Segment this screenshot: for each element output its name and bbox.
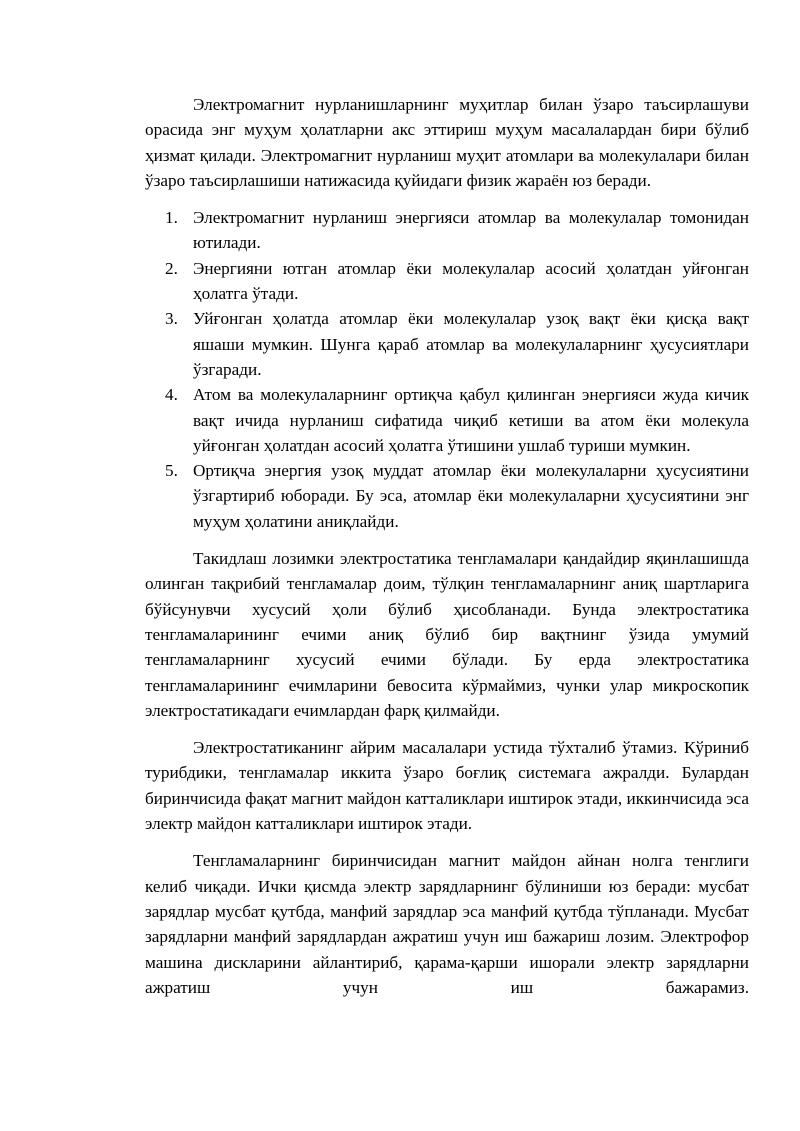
list-item-number: 2. (165, 258, 178, 278)
paragraph-magnetic-field: Тенгламаларнинг биринчисидан магнит майдон айнан нолга тенглиги келиб чиқади. Ички қисмда электр зарядларнинг бўлиниши юз беради: мусбат зарядлар мусбат қутбда, манфий зарядлар эса манфий қутбда тўпланади. Мусбат зарядларни манфий зарядлардан ажратиш учун иш бажариш лозим. Электрофор машина дискларини айлантириб, қарама-қарши ишорали электр зарядларни ажратиш учун иш бажарамиз. (145, 851, 749, 997)
list-item (145, 382, 749, 458)
list-item (145, 458, 749, 534)
list-item (145, 256, 749, 307)
list-item-text: Электромагнит нурланиш энергияси атомлар ва молекулалар томонидан ютилади. (193, 208, 749, 253)
list-item-number: 3. (165, 309, 178, 329)
list-item-text: Энергияни ютган атомлар ёки молекулалар асосий ҳолатдан уйғонган ҳолатга ўтади. (193, 258, 749, 304)
paragraph-electrostatics-problems: Электростатиканинг айрим масалалари устида тўхталиб ўтамиз. Кўриниб турибдики, тенгламалар иккита ўзаро боғлиқ системага ажралди. Булардан биринчисида фақат магнит майдон катталиклари иштирок этади, иккинчисида эса электр майдон катталиклари иштирок этади. (145, 738, 749, 834)
list-item (145, 205, 749, 256)
list-item-number: 4. (165, 385, 178, 405)
paragraph-electrostatics-equations: Такидлаш лозимки электростатика тенгламалари қандайдир яқинлашишда олинган тақрибий тенгламалар доим, тўлқин тенгламаларнинг аниқ шартларига бўйсунувчи хусусий ҳоли бўлиб ҳисобланади. Бунда электростатика тенгламаларининг ечими аниқ бўлиб бир вақтнинг ўзида умумий тенгламаларнинг хусусий ечими бўлади. Бу ерда электростатика тенгламаларининг ечимларини бевосита кўрмаймиз, чунки улар микроскопик электростатикадаги ечимлардан фарқ қилмайди. (145, 549, 749, 720)
numbered-list (145, 205, 749, 534)
list-item-text: Атом ва молекулаларнинг ортиқча қабул қилинган энергияси жуда кичик вақт ичида нурланиш сифатида чиқиб кетиши ва атом ёки молекула уйғонган ҳолатдан асосий ҳолатга ўтишини ушлаб туриши мумкин. (193, 385, 749, 455)
document-body (145, 92, 749, 1000)
list-item-number: 1. (165, 208, 178, 228)
list-item-text: Ортиқча энергия узоқ муддат атомлар ёки молекулаларни ҳусусиятини ўзгартириб юборади. Бу эса, атомлар ёки молекулаларни ҳусусиятини энг муҳум ҳолатини аниқлайди. (193, 461, 749, 531)
paragraph-intro: Электромагнит нурланишларнинг муҳитлар билан ўзаро таъсирлашуви орасида энг муҳум ҳолатларни акс эттириш муҳум масалалардан бири бўлиб ҳизмат қилади. Электромагнит нурланиш муҳит атомлари ва молекулалари билан ўзаро таъсирлашиши натижасида қуйидаги физик жараён юз беради. (145, 95, 749, 190)
list-item-text: Уйғонган ҳолатда атомлар ёки молекулалар узоқ вақт ёки қисқа вақт яшаши мумкин. Шунга қараб атомлар ва молекулаларнинг ҳусусиятлари ўзгаради. (193, 309, 749, 379)
list-item (145, 306, 749, 382)
list-item-number: 5. (165, 461, 178, 481)
